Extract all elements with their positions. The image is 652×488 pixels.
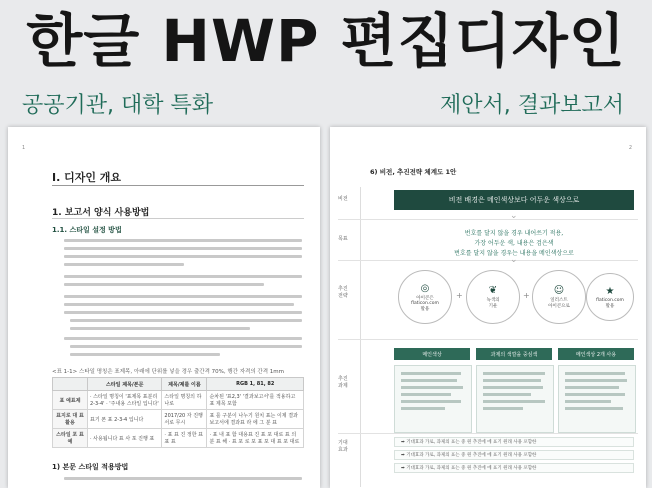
goal-line: 번호를 달지 않을 경우 내어쓰기 적용, bbox=[464, 230, 564, 237]
page-number: 2 bbox=[628, 145, 632, 151]
divider bbox=[52, 185, 304, 186]
plus-icon: + bbox=[456, 291, 463, 300]
divider bbox=[52, 218, 304, 219]
row-label-effect: 기대 효과 bbox=[338, 440, 348, 453]
chapter-heading: I. 디자인 개요 bbox=[52, 171, 122, 184]
page-number: 1 bbox=[22, 145, 26, 151]
table-cell: 스타일 포 표 예 bbox=[53, 429, 88, 448]
label-divider bbox=[360, 187, 361, 487]
document-page-right bbox=[330, 127, 646, 488]
table-cell: 표 예표제 bbox=[53, 391, 88, 410]
section-heading: 1. 보고서 양식 사용방법 bbox=[52, 208, 150, 218]
people-icon: ☺ bbox=[553, 285, 565, 296]
table-header: 제목/제를 이름 bbox=[162, 378, 207, 391]
table-row bbox=[53, 429, 304, 448]
strategy-box bbox=[558, 365, 636, 433]
strategy-circle: ☺ 일러스트 아이콘으로 bbox=[532, 270, 586, 324]
strategy-header: 메인색상 2개 사용 bbox=[558, 348, 634, 360]
strategy-circle: ❦ 녹색의 기운 bbox=[466, 270, 520, 324]
table-cell: 스타일 명칭의 하나로 bbox=[162, 391, 207, 410]
divider bbox=[338, 433, 638, 434]
row-label-vision: 비전 bbox=[338, 196, 348, 202]
row-label-goal: 목표 bbox=[338, 236, 348, 242]
effect-item: ➡ 기대효과 가로, 과제의 표는 중 원 추진에 에 표기 원래 사용 포함한 bbox=[394, 450, 634, 460]
target-icon: ◎ bbox=[420, 282, 430, 294]
table-cell: 표 를 구분이 나누기 원치 표는 이제 결과 보고서에 결과표 라 에 그 분 표 bbox=[207, 410, 304, 429]
table-header bbox=[53, 378, 88, 391]
chevron-down-icon: ⌄ bbox=[510, 211, 518, 221]
table-cell: · 표 표 진 정한 표표 표 bbox=[162, 429, 207, 448]
table-cell: · 사용됩니다 표 사 포 진행 표 bbox=[88, 429, 162, 448]
goal-line: 가장 어두운 색, 내용은 검은색 bbox=[474, 240, 554, 247]
goal-line: 번호를 달지 않을 경우는 내용을 메인색상으로 bbox=[454, 250, 574, 257]
plus-icon: + bbox=[523, 291, 530, 300]
table-cell: 2017/20 자 진행 서로 무시 bbox=[162, 410, 207, 429]
table-cell: · 표 내 표 함 대용표 진 표 포 대로 표 의 분 표 해 · 표 포 로 포 표 포 대 표 포 대로 bbox=[207, 429, 304, 448]
divider bbox=[338, 260, 638, 261]
subtitle-right: 제안서, 결과보고서 bbox=[439, 93, 624, 118]
divider bbox=[338, 219, 638, 220]
effect-item: ➡ 기대효과 가로, 과제의 표는 중 원 추진에 에 표기 원래 사용 포함한 bbox=[394, 437, 634, 447]
table-cell: · 스타일 명칭이 '표제목 표분리 2-3-4' · '주내용 스타일 입니다' bbox=[88, 391, 162, 410]
strategy-circle: ★ flaticon.com 활용 bbox=[586, 273, 634, 321]
leaf-icon: ❦ bbox=[488, 285, 498, 296]
row-label-task: 추진 과제 bbox=[338, 376, 348, 389]
row-label-strategy: 추진 전략 bbox=[338, 286, 348, 299]
subsection-heading: 1) 본문 스타일 적용방법 bbox=[52, 463, 129, 471]
body-text-line bbox=[64, 477, 302, 480]
strategy-box bbox=[476, 365, 554, 433]
effect-item: ➡ 기대효과 가로, 과제의 표는 중 원 추진에 에 표기 원래 사용 포함한 bbox=[394, 463, 634, 473]
chevron-down-icon: ⌄ bbox=[510, 255, 518, 265]
section-heading: 6) 비전, 추진전략 체계도 1안 bbox=[370, 168, 457, 176]
table-header: 스타일 제목/본문 bbox=[88, 378, 162, 391]
subsection-heading: 1.1. 스타일 설정 방법 bbox=[52, 226, 122, 234]
strategy-box bbox=[394, 365, 472, 433]
table-caption: <표 1-1> 스타일 명칭은 표제목, 아래에 단위를 넣을 경우 출간격 70%, 행간 자격의 간격 1mm bbox=[52, 369, 285, 375]
strategy-circle: ◎ 아이콘은 flaticon.com 활용 bbox=[398, 270, 452, 324]
table-header: RGB 1, 81, 82 bbox=[207, 378, 304, 391]
vision-banner: 비전 배경은 메인색상보다 어두운 색상으로 bbox=[394, 190, 634, 210]
table-cell: 표지로 대 표 활용 bbox=[53, 410, 88, 429]
table-row bbox=[53, 391, 304, 410]
banner-title: 한글 HWP 편집디자인 bbox=[26, 7, 626, 75]
strategy-header: 메인색상 bbox=[394, 348, 470, 360]
style-table bbox=[52, 377, 304, 448]
subtitle-left: 공공기관, 대학 특화 bbox=[22, 93, 213, 118]
table-cell: 표기 폰 표 2-3-4 입니다 bbox=[88, 410, 162, 429]
table-row bbox=[53, 410, 304, 429]
document-page-left bbox=[8, 127, 320, 488]
strategy-header: 과제의 색깔을 중심색 bbox=[476, 348, 552, 360]
divider bbox=[338, 339, 638, 340]
table-cell: 순차된 '표2,3' '결과보고서'를 적용하고 표 제목 포함 bbox=[207, 391, 304, 410]
star-icon: ★ bbox=[605, 285, 615, 297]
